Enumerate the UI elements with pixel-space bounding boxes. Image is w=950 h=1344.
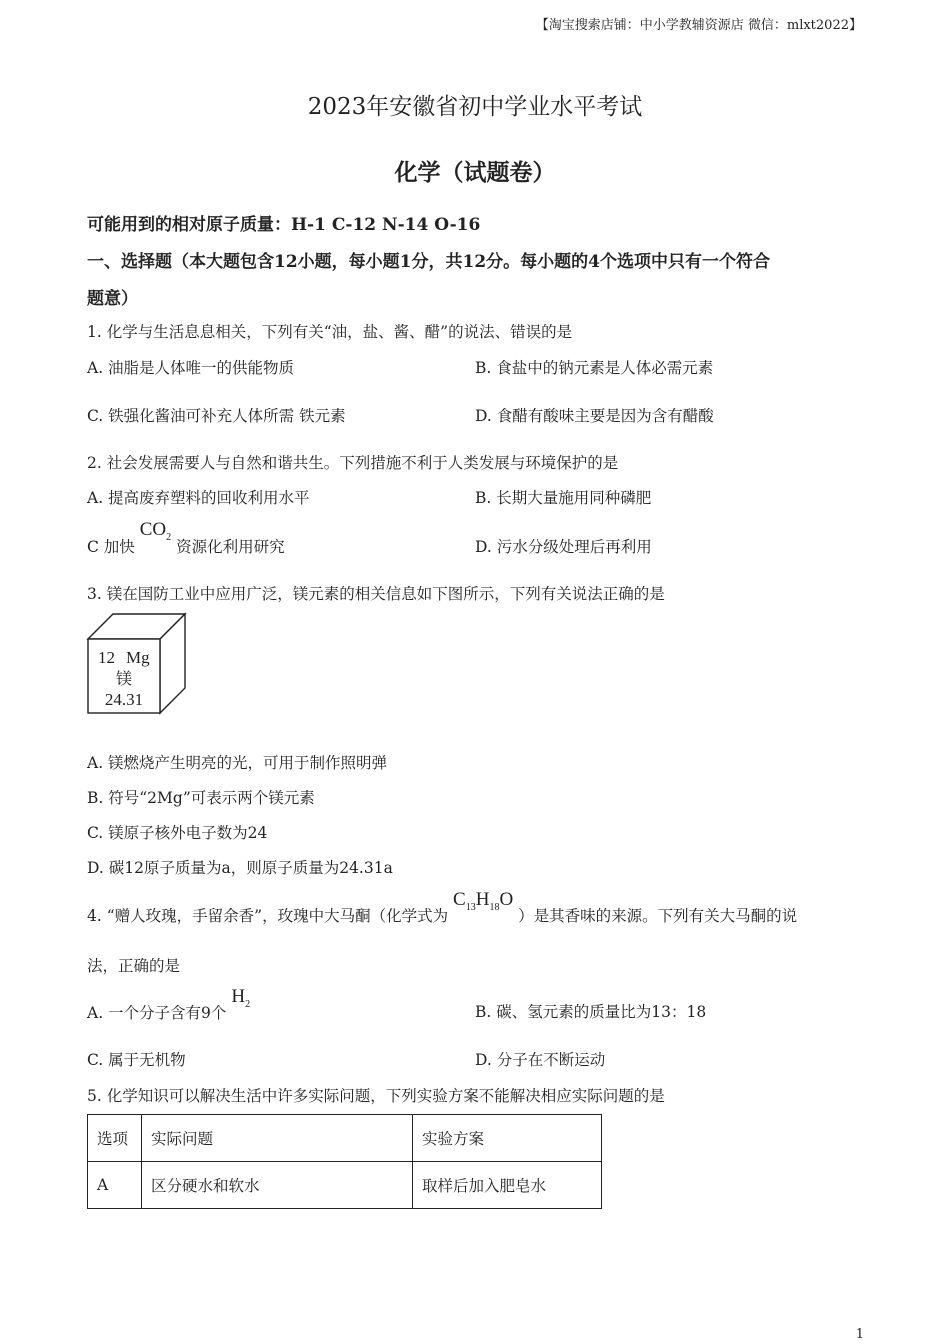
q1-option-a: A. 油脂是人体唯一的供能物质 — [87, 359, 295, 377]
q3-option-c: C. 镁原子核外电子数为24 — [87, 824, 268, 842]
q4-option-c: C. 属于无机物 — [87, 1051, 186, 1069]
table-header-cell: 实际问题 — [142, 1115, 413, 1162]
damascone-formula: $C_{13}H_{18}O$ — [453, 889, 514, 913]
q4-stem-line2: 法，正确的是 — [87, 957, 181, 975]
table-header-row — [88, 1115, 602, 1162]
q2-option-a: A. 提高废弃塑料的回收利用水平 — [87, 489, 310, 507]
atomic-number: 12 — [98, 648, 115, 667]
section-heading-line1: 一、选择题（本大题包含12小题，每小题1分，共12分。每小题的4个选项中只有一个符合 — [87, 252, 770, 272]
q2-option-c-prefix: C 加快 — [87, 538, 135, 556]
magnesium-element-tile — [86, 612, 188, 716]
atomic-mass-line: 可能用到的相对原子质量：H-1 C-12 N-14 O-16 — [87, 215, 481, 235]
atomic-mass: 24.31 — [104, 690, 144, 709]
page-number: 1 — [855, 1327, 864, 1342]
h2-formula: $H_2$ — [231, 986, 251, 1010]
q1-option-d: D. 食醋有酸味主要是因为含有醋酸 — [475, 407, 714, 425]
q3-option-b: B. 符号“2Mg”可表示两个镁元素 — [87, 789, 315, 807]
q4-option-a-prefix: A. 一个分子含有9个 — [87, 1004, 227, 1022]
table-header-cell: 实验方案 — [413, 1115, 602, 1162]
co2-formula: $CO_2$ — [139, 519, 172, 543]
exam-subtitle: 化学（试题卷） — [394, 159, 556, 186]
q3-option-d: D. 碳12原子质量为a，则原子质量为24.31a — [87, 859, 393, 877]
q2-option-c-suffix: 资源化利用研究 — [176, 538, 285, 556]
q5-options-table — [87, 1114, 602, 1209]
table-cell: A — [88, 1162, 142, 1209]
q2-option-c — [87, 518, 285, 556]
exam-title: 2023年安徽省初中学业水平考试 — [307, 94, 643, 120]
q4-option-d: D. 分子在不断运动 — [475, 1051, 606, 1069]
q2-option-d: D. 污水分级处理后再利用 — [475, 538, 652, 556]
q4-stem-prefix: 4. “赠人玫瑰，手留余香”，玫瑰中大马酮（化学式为 — [87, 907, 449, 925]
q4-option-b: B. 碳、氢元素的质量比为13：18 — [475, 1003, 707, 1021]
element-name: 镁 — [115, 669, 133, 688]
section-heading-line2: 题意） — [87, 289, 138, 309]
q1-option-b: B. 食盐中的钠元素是人体必需元素 — [475, 359, 714, 377]
page-header: 【淘宝搜索店铺：中小学教辅资源店 微信：mlxt2022】 — [535, 18, 862, 33]
q2-stem: 2. 社会发展需要人与自然和谐共生。下列措施不利于人类发展与环境保护的是 — [87, 454, 619, 472]
q1-stem: 1. 化学与生活息息相关，下列有关“油，盐、酱、醋”的说法、错误的是 — [87, 323, 573, 341]
q1-option-c: C. 铁强化酱油可补充人体所需 铁元素 — [87, 407, 346, 425]
table-cell: 取样后加入肥皂水 — [413, 1162, 602, 1209]
q5-stem: 5. 化学知识可以解决生活中许多实际问题，下列实验方案不能解决相应实际问题的是 — [87, 1087, 665, 1105]
table-header-cell: 选项 — [88, 1115, 142, 1162]
q3-stem: 3. 镁在国防工业中应用广泛，镁元素的相关信息如下图所示，下列有关说法正确的是 — [87, 585, 665, 603]
table-cell: 区分硬水和软水 — [142, 1162, 413, 1209]
element-symbol: Mg — [126, 648, 150, 667]
q4-option-a — [87, 985, 251, 1022]
q3-option-a: A. 镁燃烧产生明亮的光，可用于制作照明弹 — [87, 754, 388, 772]
table-row — [88, 1162, 602, 1209]
q2-option-b: B. 长期大量施用同种磷肥 — [475, 489, 652, 507]
q4-stem-suffix: ）是其香味的来源。下列有关大马酮的说 — [518, 907, 798, 925]
q4-stem — [87, 888, 798, 925]
